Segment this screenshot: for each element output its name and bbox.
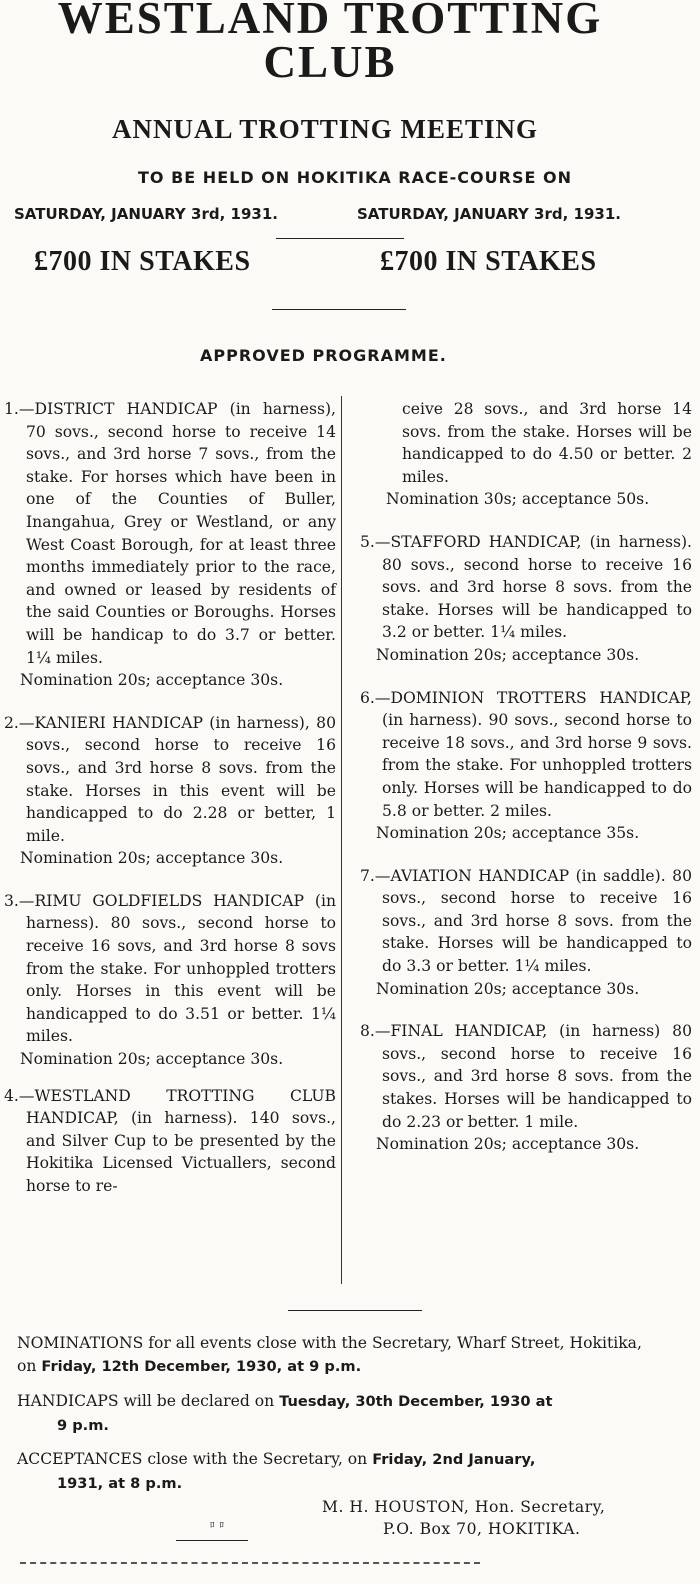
race-entry-3 [4, 890, 336, 1071]
race-entry-1 [4, 398, 336, 692]
race-entry-2 [4, 712, 336, 870]
acceptances-time: 1931, at 8 p.m. [57, 1474, 183, 1492]
acceptances-text: ACCEPTANCES close with the Secretary, on [17, 1450, 368, 1468]
race-description: 1.—DISTRICT HANDICAP (in harness), 70 sovs., second horse to receive 14 sovs., and 3rd horse 7 sovs., from the stake. For horses which have been in one of the Counties of Buller, Inangahua, Grey or Westland, or any West Coast Borough, for at least three months immediately prior to the race, and owned or leased by residents of the said Counties or Boroughs. Horses will be handicap to do 3.7 or better. 1¼ miles. [4, 400, 336, 667]
club-title-line1: WESTLAND TROTTING [57, 0, 603, 43]
race-nomination: Nomination 20s; acceptance 30s. [376, 979, 640, 998]
race-entry-6 [360, 687, 692, 845]
column-divider [341, 396, 342, 1284]
race-description: 7.—AVIATION HANDICAP (in saddle). 80 sovs., second horse to receive 16 sovs., and 3rd horse 8 sovs. from the stake. Horses will be handicapped to do 3.3 or better. 1¼ miles. [360, 866, 692, 976]
stakes-right: £700 IN STAKES [380, 246, 597, 277]
race-nomination: Nomination 20s; acceptance 30s. [20, 671, 284, 690]
race-description: ceive 28 sovs., and 3rd horse 14 sovs. from the stake. Horses will be handicapped to do 4.50 or better. 2 miles. [402, 400, 692, 486]
nominations-date: Friday, 12th December, 1930, at 9 p.m. [41, 1357, 362, 1375]
race-description: 3.—RIMU GOLDFIELDS HANDICAP (in harness). 80 sovs., second horse to receive 16 sovs, and 3rd horse 8 sovs from the stake. For unhoppled trotters only. Horses in this event will be handicapped to do 3.51 or better. 1¼ miles. [4, 891, 336, 1046]
divider-rule [176, 1540, 248, 1541]
stakes-left: £700 IN STAKES [34, 246, 251, 277]
race-nomination: Nomination 20s; acceptance 35s. [376, 824, 640, 843]
race-description: 5.—STAFFORD HANDICAP, (in harness). 80 sovs., second horse to receive 16 sovs. and 3rd horse 8 sovs. from the stake. Horses will be handicapped to 3.2 or better. 1¼ miles. [360, 532, 692, 642]
club-title-line2: CLUB [263, 37, 397, 87]
programme-heading: APPROVED PROGRAMME. [200, 346, 447, 365]
divider-rule [288, 1310, 422, 1311]
handicaps-text: HANDICAPS will be declared on [17, 1392, 275, 1410]
race-entry-8 [360, 1020, 692, 1156]
printer-mark: ﾛ ﾛ [210, 1521, 225, 1531]
race-entry-7 [360, 865, 692, 1001]
nominations-notice [17, 1332, 657, 1378]
programme-left-column [4, 398, 336, 1198]
race-nomination: Nomination 20s; acceptance 30s. [20, 1050, 284, 1069]
race-nomination: Nomination 20s; acceptance 30s. [376, 645, 640, 664]
handicaps-notice [17, 1390, 657, 1437]
signature-line2: P.O. Box 70, HOKITIKA. [383, 1520, 581, 1538]
race-entry-5 [360, 531, 692, 667]
programme-right-column [360, 398, 692, 1156]
date-left: SATURDAY, JANUARY 3rd, 1931. [14, 205, 278, 223]
date-right: SATURDAY, JANUARY 3rd, 1931. [357, 205, 621, 223]
race-description: 6.—DOMINION TROTTERS HANDICAP, (in harness). 90 sovs., second horse to receive 18 sovs., and 3rd horse 9 sovs. from the stake. For unhoppled trotters only. Horses will be handicapped to do 5.8 or better. 2 miles. [360, 688, 692, 820]
signature-line1: M. H. HOUSTON, Hon. Secretary, [322, 1498, 606, 1516]
race-description: 2.—KANIERI HANDICAP (in harness), 80 sovs., second horse to receive 16 sovs., and 3rd horse 8 sovs. from the stake. Horses in this event will be handicapped to do 2.28 or better, 1 mile. [4, 713, 336, 845]
acceptances-date: Friday, 2nd January, [372, 1451, 536, 1468]
race-nomination: Nomination 20s; acceptance 30s. [20, 849, 284, 868]
race-nomination: Nomination 30s; acceptance 50s. [386, 490, 650, 509]
venue-line: TO BE HELD ON HOKITIKA RACE-COURSE ON [138, 168, 572, 187]
meeting-subtitle: ANNUAL TROTTING MEETING [111, 114, 539, 144]
divider-rule [276, 238, 404, 239]
race-entry-4-continued [360, 398, 692, 511]
race-description: 4.—WESTLAND TROTTING CLUB HANDICAP, (in harness). 140 sovs., and Silver Cup to be presented by the Hokitika Licensed Victuallers, second horse to re- [4, 1086, 336, 1195]
acceptances-notice [17, 1448, 657, 1495]
race-description: 8.—FINAL HANDICAP, (in harness) 80 sovs., second horse to receive 16 sovs., and 3rd horse 8 sovs. from the stakes. Horses will be handicapped to do 2.23 or better. 1 mile. [360, 1022, 692, 1131]
handicaps-date: Tuesday, 30th December, 1930 at [279, 1393, 553, 1410]
race-entry-4 [4, 1085, 336, 1198]
handicaps-time: 9 p.m. [57, 1416, 109, 1434]
race-nomination: Nomination 20s; acceptance 30s. [376, 1135, 640, 1154]
divider-rule [272, 309, 406, 310]
page-bottom-rule [20, 1562, 480, 1564]
nominations-text: NOMINATIONS for all events close with the Secretary, Wharf Street, Hokitika, on [17, 1334, 642, 1375]
